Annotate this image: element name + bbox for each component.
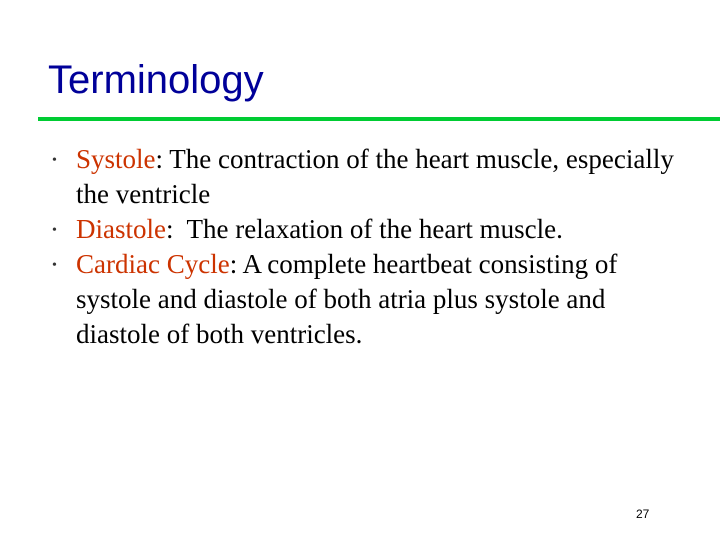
page-number: 27	[636, 507, 650, 521]
bullet-list	[50, 142, 690, 352]
title-underline	[38, 117, 720, 121]
bullet-dot-icon: •	[52, 258, 57, 273]
bullet-item-cardiac-cycle	[50, 247, 690, 352]
bullet-dot-icon: •	[52, 153, 57, 168]
term-separator: :	[165, 214, 174, 244]
definition-cardiac-cycle: A complete heartbeat consisting of systole and diastole of both atria plus systole and diastole of both ventricles.	[76, 249, 618, 349]
slide-title: Terminology	[48, 58, 264, 102]
term-systole: Systole	[76, 144, 156, 174]
bullet-item-diastole	[50, 212, 690, 247]
bullet-item-systole	[50, 142, 690, 212]
term-diastole: Diastole	[76, 214, 166, 244]
term-separator: :	[155, 144, 164, 174]
definition-systole: The contraction of the heart muscle, especially the ventricle	[76, 144, 674, 209]
term-cardiac-cycle: Cardiac Cycle	[76, 249, 230, 279]
bullet-dot-icon: •	[52, 223, 57, 238]
definition-diastole: The relaxation of the heart muscle.	[173, 214, 563, 244]
term-separator: :	[229, 249, 238, 279]
